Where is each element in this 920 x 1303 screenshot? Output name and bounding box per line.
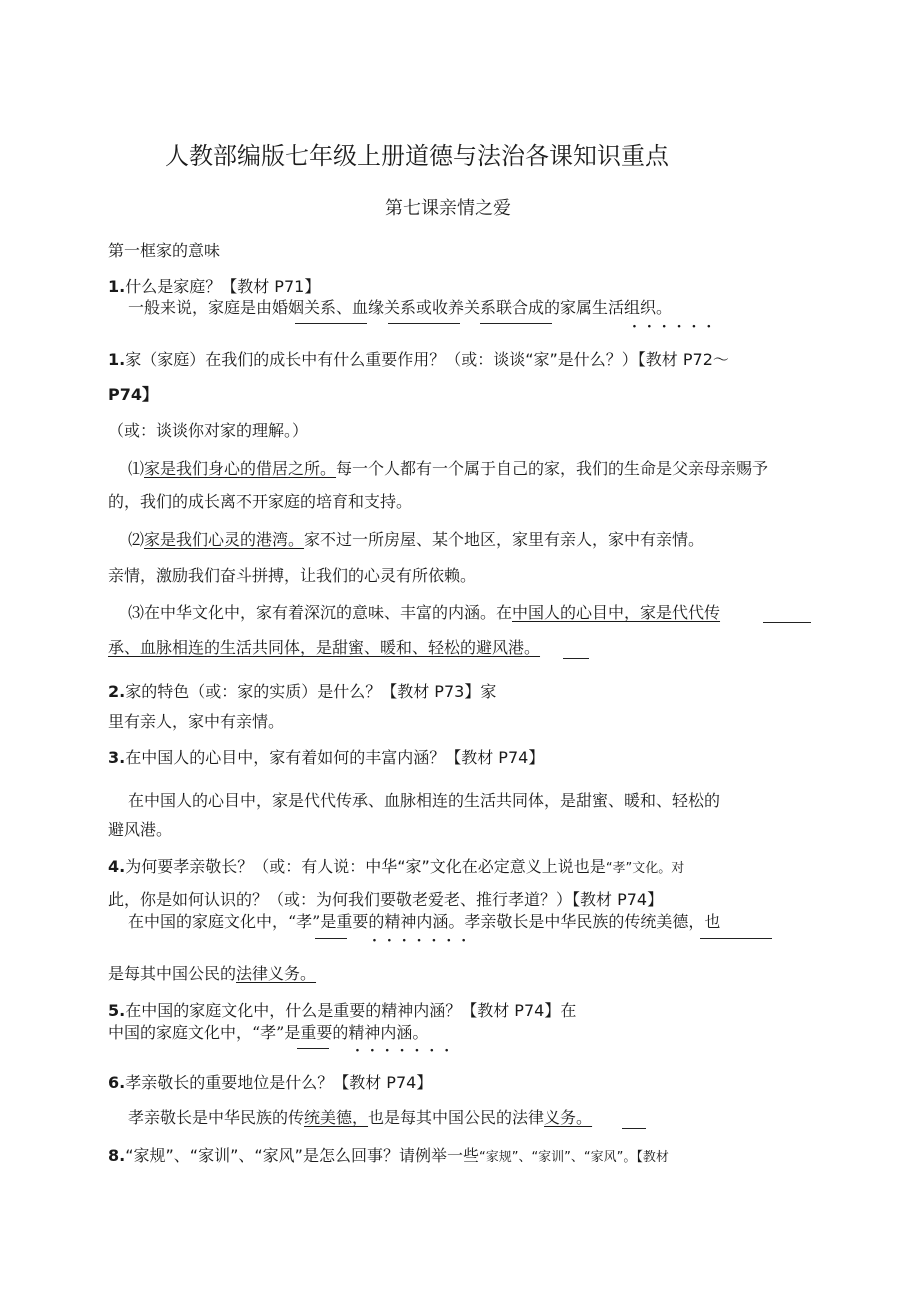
answer-4-line-2: 避风港。	[108, 820, 173, 839]
underline-6	[297, 1048, 329, 1049]
key-phrase: 家是我们心灵的港湾。	[144, 530, 305, 549]
question-number: 6.	[108, 1073, 126, 1092]
question-2	[108, 350, 729, 370]
page-title: 人教部编版七年级上册道德与法治各课知识重点	[165, 142, 669, 170]
question-1	[108, 277, 320, 297]
answer-3: 里有亲人，家中有亲情。	[108, 712, 285, 731]
underline-tail	[563, 658, 589, 659]
question-number: 1.	[108, 277, 126, 296]
key-phrase: 承、血脉相连的生活共同体，是甜蜜、暖和、轻松的避风港。	[108, 638, 541, 657]
question-text: 为何要孝亲敬长？（或：有人说：中华“家”文化在必定意义上说也是	[125, 857, 606, 876]
underline-2	[388, 323, 460, 324]
underline-5	[700, 938, 772, 939]
question-text: 什么是家庭？【教材 P71】	[125, 277, 321, 296]
question-3	[108, 682, 496, 702]
question-text: “家规”、“家训”、“家风”是怎么回事？请例举一些	[125, 1146, 479, 1165]
question-text: 家（家庭）在我们的成长中有什么重要作用？（或：谈谈“家”是什么？）【教材 P72～	[125, 350, 729, 369]
question-number: 1.	[108, 350, 126, 369]
question-2-alt: （或：谈谈你对家的理解。）	[108, 421, 309, 440]
question-6	[108, 1001, 576, 1021]
key-phrase: 中国人的心目中，家是代代传	[512, 603, 721, 622]
answer-5-line-1: 在中国的家庭文化中，“孝”是重要的精神内涵。孝亲敬长是中华民族的传统美德，也	[128, 912, 721, 931]
answer-5-line-2: 是每其中国公民的法律义务。	[108, 964, 317, 983]
question-number: 3.	[108, 748, 126, 767]
underline-tail	[763, 622, 811, 623]
question-2-cont: P74】	[108, 385, 158, 404]
underline-1	[295, 323, 367, 324]
question-number: 8.	[108, 1146, 126, 1165]
key-phrase: 家是我们身心的借居之所。	[144, 459, 337, 478]
section-heading: 第一框家的意味	[108, 241, 221, 260]
question-8	[108, 1146, 669, 1168]
question-5-cont: 此，你是如何认识的？（或：为何我们要敬老爱老、推行孝道？）【教材 P74】	[108, 890, 664, 909]
underline-tail	[622, 1128, 646, 1129]
answer-7: 孝亲敬长是中华民族的传统美德，也是每其中国公民的法律义务。	[128, 1108, 593, 1127]
emphasis-dots: ·······	[372, 933, 477, 949]
answer-1: 一般来说，家庭是由婚姻关系、血缘关系或收养关系联合成的家属生活组织。	[128, 298, 673, 317]
question-text: 在中国人的心目中，家有着如何的丰富内涵？【教材 P74】	[125, 748, 545, 767]
answer-6: 中国的家庭文化中，“孝”是重要的精神内涵。	[108, 1023, 429, 1042]
point-3-line-1: ⑶在中华文化中，家有着深沉的意味、丰富的内涵。在中国人的心目中，家是代代传	[128, 603, 721, 622]
emphasis-dots: ·······	[355, 1043, 460, 1059]
answer-4-line-1: 在中国人的心目中，家是代代传承、血脉相连的生活共同体，是甜蜜、暖和、轻松的	[128, 791, 721, 810]
question-text-small: “家规”、“家训”、“家风”。【教材	[478, 1150, 669, 1165]
point-3-line-2	[108, 638, 540, 658]
question-number: 5.	[108, 1001, 126, 1020]
question-text: 孝亲敬长的重要地位是什么？【教材 P74】	[125, 1073, 433, 1092]
underline-4	[315, 938, 347, 939]
point-1-line-2: 的，我们的成长离不开家庭的培育和支持。	[108, 492, 413, 511]
question-number: 4.	[108, 857, 126, 876]
key-phrase: 法律义务。	[236, 964, 317, 983]
question-text: 在中国的家庭文化中，什么是重要的精神内涵？【教材 P74】在	[125, 1001, 577, 1020]
key-phrase: 统美德，	[304, 1108, 369, 1127]
underline-3	[480, 323, 552, 324]
point-2-line-2: 亲情，激励我们奋斗拼搏，让我们的心灵有所依赖。	[108, 566, 477, 585]
question-5	[108, 857, 684, 879]
key-phrase: 义务。	[544, 1108, 593, 1127]
emphasis-dots: ······	[632, 319, 722, 335]
point-1-line-1: ⑴家是我们身心的借居之所。每一个人都有一个属于自己的家，我们的生命是父亲母亲赐予	[128, 459, 769, 478]
lesson-heading: 第七课亲情之爱	[385, 198, 511, 219]
question-4	[108, 748, 544, 768]
question-number: 2.	[108, 682, 126, 701]
question-text-small: “孝”文化。对	[605, 861, 685, 876]
point-2-line-1: ⑵家是我们心灵的港湾。家不过一所房屋、某个地区，家里有亲人，家中有亲情。	[128, 530, 705, 549]
question-7	[108, 1073, 432, 1093]
question-text: 家的特色（或：家的实质）是什么？【教材 P73】家	[125, 682, 497, 701]
